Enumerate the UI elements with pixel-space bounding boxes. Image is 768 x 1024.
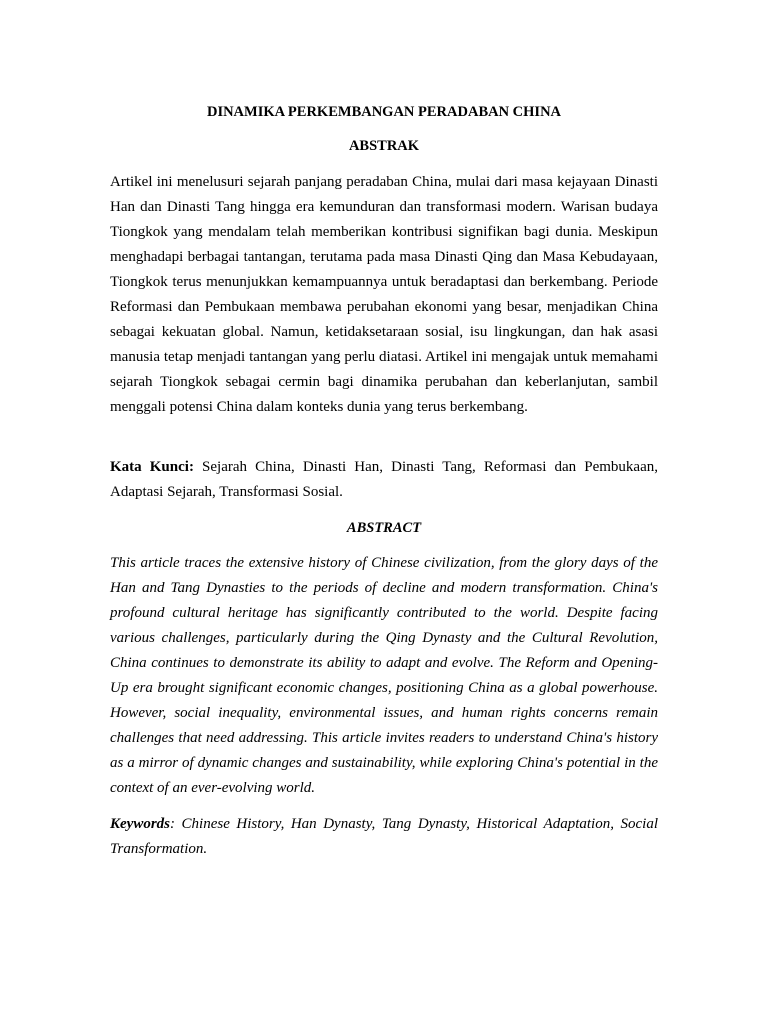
keywords-text: : Chinese History, Han Dynasty, Tang Dynasty, Historical Adaptation, Social Transformation. [110, 816, 658, 857]
keywords-paragraph [110, 812, 658, 862]
keywords-label: Keywords [110, 816, 170, 832]
kata-kunci-paragraph [110, 455, 658, 505]
abstrak-heading: ABSTRAK [348, 138, 420, 154]
kata-kunci-label: Kata Kunci: [110, 459, 194, 475]
document-title: DINAMIKA PERKEMBANGAN PERADABAN CHINA [206, 104, 562, 120]
abstract-body: This article traces the extensive history of Chinese civilization, from the glory days of the Han and Tang Dynasties to the periods of decline and modern transformation. China's profound cultural heritage has significantly contributed to the world. Despite facing various challenges, particularly during the Qing Dynasty and the Cultural Revolution, China continues to demonstrate its ability to adapt and evolve. The Reform and Opening-Up era brought significant economic changes, positioning China as a global powerhouse. However, social inequality, environmental issues, and human rights concerns remain challenges that need addressing. This article invites readers to understand China's history as a mirror of dynamic changes and sustainability, while exploring China's potential in the context of an ever-evolving world. [110, 555, 658, 796]
abstract-heading: ABSTRACT [346, 520, 422, 536]
kata-kunci-text: Sejarah China, Dinasti Han, Dinasti Tang, Reformasi dan Pembukaan, Adaptasi Sejarah, Transformasi Sosial. [110, 459, 658, 500]
abstrak-body: Artikel ini menelusuri sejarah panjang peradaban China, mulai dari masa kejayaan Dinasti Han dan Dinasti Tang hingga era kemunduran dan transformasi modern. Warisan budaya Tiongkok yang mendalam telah memberikan kontribusi signifikan bagi dunia. Meskipun menghadapi berbagai tantangan, terutama pada masa Dinasti Qing dan Masa Kebudayaan, Tiongkok terus menunjukkan kemampuannya untuk beradaptasi dan berkembang. Periode Reformasi dan Pembukaan membawa perubahan ekonomi yang besar, menjadikan China sebagai kekuatan global. Namun, ketidaksetaraan sosial, isu lingkungan, dan hak asasi manusia tetap menjadi tantangan yang perlu diatasi. Artikel ini mengajak untuk memahami sejarah Tiongkok sebagai cermin bagi dinamika perubahan dan keberlanjutan, sambil menggali potensi China dalam konteks dunia yang terus berkembang. [110, 174, 658, 415]
